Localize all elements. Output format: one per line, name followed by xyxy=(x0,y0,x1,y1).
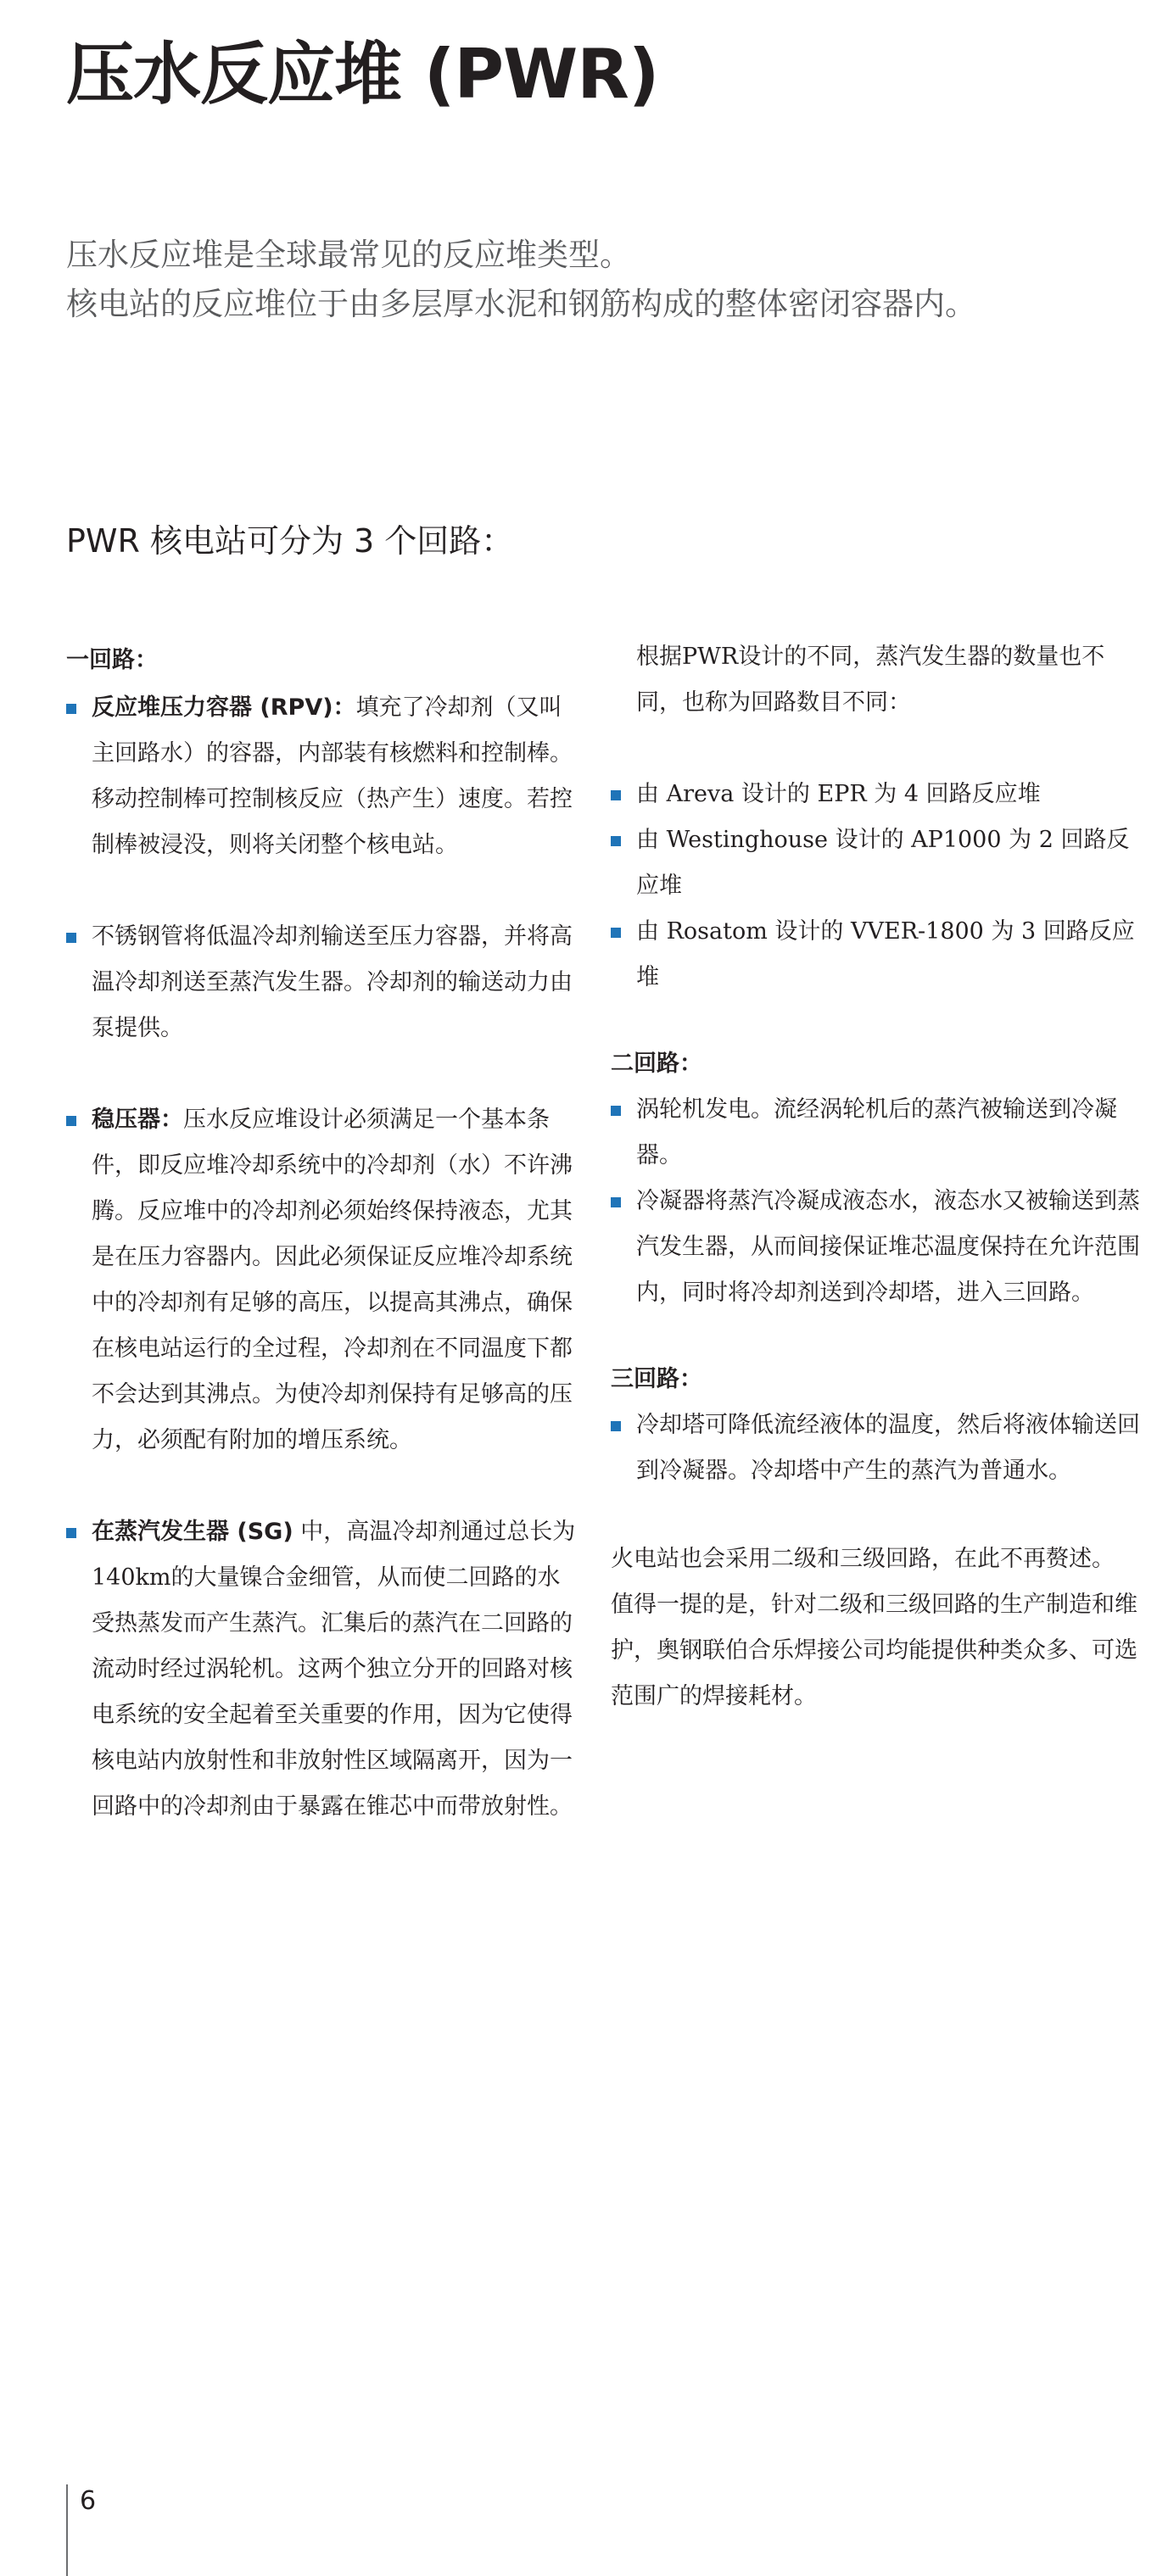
intro-line-1: 压水反应堆是全球最常见的反应堆类型。 xyxy=(66,237,631,273)
list-item-pressurizer xyxy=(66,1097,577,1464)
list-item-pipes xyxy=(66,914,577,1051)
loop1-heading: 一回路： xyxy=(66,647,158,673)
term-rpv: 反应堆压力容器 (RPV)： xyxy=(92,694,356,721)
list-item-condenser: 冷凝器将蒸汽冷凝成液态水，液态水又被输送到蒸汽发生器，从而间接保证堆芯温度保持在允许范围内，同时将冷却剂送到冷却塔，进入三回路。 xyxy=(611,1179,1145,1316)
left-column xyxy=(66,638,577,1830)
closing-note-1: 火电站也会采用二级和三级回路，在此不再赘述。 xyxy=(611,1546,1115,1572)
page-rule xyxy=(66,2484,68,2576)
bullet-icon xyxy=(66,1116,76,1126)
list-item-turbine: 涡轮机发电。流经涡轮机后的蒸汽被输送到冷凝器。 xyxy=(611,1087,1145,1179)
bullet-icon xyxy=(611,1197,621,1207)
bullet-icon xyxy=(611,790,621,800)
loop3-heading: 三回路： xyxy=(611,1366,702,1392)
page-number: 6 xyxy=(80,2486,97,2516)
right-column xyxy=(611,634,1145,1720)
bullet-icon xyxy=(66,704,76,714)
loop2-heading: 二回路： xyxy=(611,1051,702,1077)
designs-intro: 根据PWR设计的不同，蒸汽发生器的数量也不同，也称为回路数目不同： xyxy=(636,644,1105,716)
list-item-cooling-tower: 冷却塔可降低流经液体的温度，然后将液体输送回到冷凝器。冷却塔中产生的蒸汽为普通水。 xyxy=(611,1402,1145,1494)
closing-note-2: 值得一提的是，针对二级和三级回路的生产制造和维护，奥钢联伯合乐焊接公司均能提供种类众多、可选范围广的焊接耗材。 xyxy=(611,1592,1137,1709)
page-title: 压水反应堆 (PWR) xyxy=(66,35,659,114)
section-heading: PWR 核电站可分为 3 个回路： xyxy=(66,522,514,560)
list-item-design-ap1000: 由 Westinghouse 设计的 AP1000 为 2 回路反应堆 xyxy=(611,817,1145,909)
term-pressurizer: 稳压器： xyxy=(92,1107,183,1133)
intro-line-2: 核电站的反应堆位于由多层厚水泥和钢筋构成的整体密闭容器内。 xyxy=(66,286,976,322)
text-pressurizer: 压水反应堆设计必须满足一个基本条件，即反应堆冷却系统中的冷却剂（水）不许沸腾。反应堆中的冷却剂必须始终保持液态，尤其是在压力容器内。因此必须保证反应堆冷却系统中的冷却剂有足够的高压，以提高其沸点，确保在核电站运行的全过程，冷却剂在不同温度下都不会达到其沸点。为使冷却剂保持有足够高的压力，必须配有附加的增压系统。 xyxy=(92,1107,573,1453)
bullet-icon xyxy=(66,1528,76,1538)
list-item-design-epr: 由 Areva 设计的 EPR 为 4 回路反应堆 xyxy=(611,772,1145,817)
text-pipes: 不锈钢管将低温冷却剂输送至压力容器，并将高温冷却剂送至蒸汽发生器。冷却剂的输送动力由泵提供。 xyxy=(92,923,573,1041)
list-item-steam-generator xyxy=(66,1509,577,1830)
text-steam-generator: 中，高温冷却剂通过总长为 140km的大量镍合金细管，从而使二回路的水受热蒸发而产生蒸汽。汇集后的蒸汽在二回路的流动时经过涡轮机。这两个独立分开的回路对核电系统的安全起着至关重要的作用，因为它使得核电站内放射性和非放射性区域隔离开，因为一回路中的冷却剂由于暴露在锥芯中而带放射性。 xyxy=(92,1519,576,1820)
bullet-icon xyxy=(611,836,621,846)
bullet-icon xyxy=(611,1106,621,1116)
bullet-icon xyxy=(66,933,76,943)
bullet-icon xyxy=(611,928,621,938)
bullet-icon xyxy=(611,1421,621,1431)
text-rpv: 填充了冷却剂（又叫主回路水）的容器，内部装有核燃料和控制棒。移动控制棒可控制核反应（热产生）速度。若控制棒被浸没，则将关闭整个核电站。 xyxy=(92,694,573,858)
intro-text xyxy=(66,231,1101,329)
list-item-design-vver: 由 Rosatom 设计的 VVER-1800 为 3 回路反应堆 xyxy=(611,909,1145,1001)
list-item-rpv xyxy=(66,685,577,868)
term-steam-generator: 在蒸汽发生器 (SG) xyxy=(92,1519,293,1545)
